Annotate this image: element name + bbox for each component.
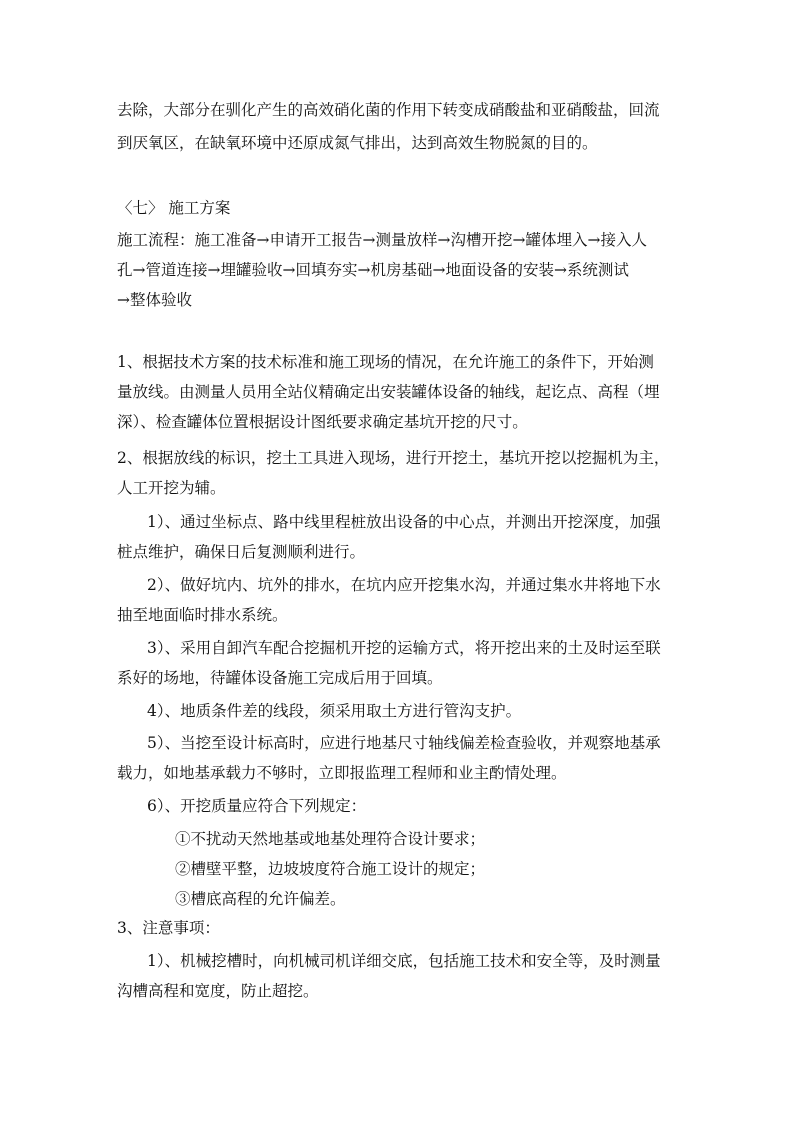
sub-4-line-1: 4）、地质条件差的线段，须采用取土方进行管沟支护。 xyxy=(147,702,522,720)
criterion-1: ①不扰动天然地基或地基处理符合设计要求； xyxy=(175,830,486,848)
item-2-line-2: 人工开挖为辅。 xyxy=(117,479,226,497)
item-1-line-3: 深）、检查罐体位置根据设计图纸要求确定基坑开挖的尺寸。 xyxy=(117,413,528,431)
flow-line-2: 孔→管道连接→埋罐验收→回填夯实→机房基础→地面设备的安装→系统测试 xyxy=(117,261,629,279)
sub-3-line-1: 3）、采用自卸汽车配合挖掘机开挖的运输方式，将开挖出来的土及时运至联 xyxy=(147,639,661,657)
item-1-line-1: 1、根据技术方案的技术标准和施工现场的情况，在允许施工的条件下，开始测 xyxy=(117,353,654,371)
sub-3-line-2: 系好的场地，待罐体设备施工完成后用于回填。 xyxy=(117,669,443,687)
sub-5-line-2: 载力，如地基承载力不够时，立即报监理工程师和业主酌情处理。 xyxy=(117,764,567,782)
note-1-line-2: 沟槽高程和宽度，防止超挖。 xyxy=(117,982,319,1000)
item-2-line-1: 2、根据放线的标识，挖土工具进入现场，进行开挖土，基坑开挖以挖掘机为主， xyxy=(117,449,670,467)
sub-5-line-1: 5）、当挖至设计标高时，应进行地基尺寸轴线偏差检查验收，并观察地基承 xyxy=(147,734,661,752)
criterion-3: ③槽底高程的允许偏差。 xyxy=(175,890,346,908)
flow-line-3: →整体验收 xyxy=(117,291,192,309)
sub-6-line-1: 6）、开挖质量应符合下列规定： xyxy=(147,797,367,815)
sub-1-line-1: 1）、通过坐标点、路中线里程桩放出设备的中心点，并测出开挖深度，加强 xyxy=(147,513,661,531)
intro-line-1: 去除，大部分在驯化产生的高效硝化菌的作用下转变成硝酸盐和亚硝酸盐，回流 xyxy=(117,101,660,119)
section-heading: 〈七〉 施工方案 xyxy=(117,199,231,217)
sub-2-line-1: 2）、做好坑内、坑外的排水，在坑内应开挖集水沟，并通过集水井将地下水 xyxy=(147,576,661,594)
item-3-line-1: 3、注意事项： xyxy=(117,919,220,937)
flow-line-1: 施工流程：施工准备→申请开工报告→测量放样→沟槽开挖→罐体埋入→接入人 xyxy=(117,231,647,249)
note-1-line-1: 1）、机械挖槽时，向机械司机详细交底，包括施工技术和安全等，及时测量 xyxy=(147,952,661,970)
intro-line-2: 到厌氧区，在缺氧环境中还原成氮气排出，达到高效生物脱氮的目的。 xyxy=(117,134,598,152)
sub-1-line-2: 桩点维护，确保日后复测顺利进行。 xyxy=(117,543,366,561)
criterion-2: ②槽壁平整，边坡坡度符合施工设计的规定； xyxy=(175,860,486,878)
sub-2-line-2: 抽至地面临时排水系统。 xyxy=(117,606,288,624)
item-1-line-2: 量放线。由测量人员用全站仪精确定出安装罐体设备的轴线，起讫点、高程（埋 xyxy=(117,383,660,401)
